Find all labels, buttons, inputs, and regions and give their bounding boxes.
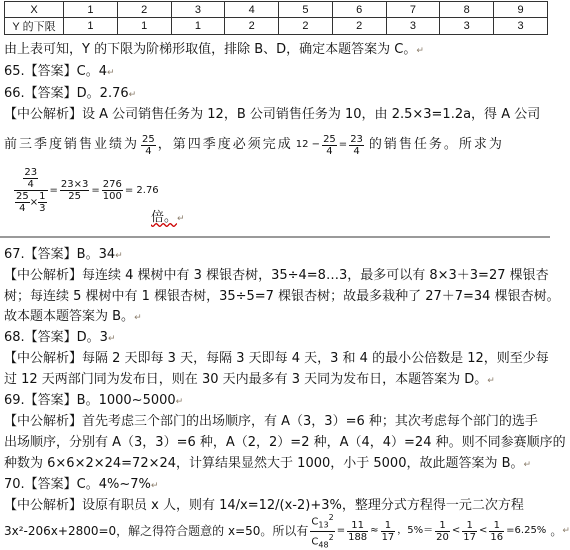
fraction-den: 20 (436, 531, 449, 543)
line-text: 【中公解析】每连续 4 棵树中有 3 棵银杏树，35÷4=8…3，最多可以有 8×3＋3=27 棵银杏 (4, 268, 549, 283)
section-divider (0, 236, 550, 238)
table-cell: 2 (225, 18, 279, 35)
superscript: 2 (328, 532, 334, 542)
fraction (23, 167, 38, 190)
line-text: 【中公解析】设 A 公司销售任务为 12，B 公司销售任务为 10，由 2.5×3=1.2a，得 A 公司 (4, 107, 541, 122)
line-text: 69.【答案】B。1000~5000 (4, 393, 176, 408)
fraction (381, 520, 396, 543)
table-cell: 8 (440, 2, 494, 18)
table-cell: 1 (64, 2, 118, 18)
table-cell: 2 (279, 18, 333, 35)
fraction (38, 191, 46, 214)
answer-65 (4, 64, 115, 81)
subscript: 13 (318, 520, 329, 530)
table-cell: 6 (332, 2, 386, 18)
line-text: 【中公解析】设原有职员 x 人，则有 14/x=12/(x-2)+3%，整理分式方程得一元二次方程 (4, 498, 524, 513)
table-cell: 7 (386, 2, 440, 18)
fraction-den: 4 (145, 145, 152, 157)
analysis-67-line1 (4, 268, 549, 284)
formula-text: =6.25% (506, 525, 547, 536)
table-cell: 4 (225, 2, 279, 18)
table-cell: 1 (171, 18, 225, 35)
formula-text: C (311, 535, 319, 547)
table-cell: 3 (171, 2, 225, 18)
formula-text: < (479, 525, 488, 536)
table-cell: 5 (279, 2, 333, 18)
formula-text: × (29, 197, 39, 208)
text-line (4, 42, 424, 59)
fraction (347, 520, 368, 543)
fraction-num: 11 (347, 520, 368, 532)
line-text: 种数为 6×6×2×24=72×24，计算结果显然大于 1000，小于 5000，故此题答案为 B。 (4, 456, 524, 471)
line-text: 出场顺序，分别有 A（3，3）=6 种，A（2，2）=2 种，A（4，4）=24 种。则不同参赛顺序的 (4, 435, 566, 450)
formula-text: = (91, 185, 100, 196)
analysis-67-line2 (4, 289, 560, 305)
table-cell: 2 (332, 18, 386, 35)
formula-remaining (296, 134, 366, 157)
table-head-x: X (5, 2, 64, 18)
line-text: 故本题本题答案为 B。 (4, 309, 135, 324)
formula-text: = (49, 185, 58, 196)
fraction-den: 3 (39, 203, 46, 214)
paragraph-mark-icon: ↵ (115, 251, 123, 261)
paragraph-mark-icon: ↵ (134, 313, 142, 323)
analysis-70-line2 (4, 513, 570, 549)
fraction-den: 4 (353, 145, 360, 157)
paragraph-mark-icon: ↵ (107, 68, 115, 78)
paragraph-mark-icon: ↵ (128, 90, 137, 100)
fraction-den: 4 (326, 145, 333, 157)
line-text: 的销售任务。所求为 (368, 137, 504, 152)
formula-text: = 2.76 (124, 185, 159, 196)
subscript: 48 (318, 539, 329, 549)
line-text: 67.【答案】B。34 (4, 247, 116, 262)
xy-table (4, 1, 548, 35)
analysis-70-line1 (4, 498, 524, 514)
fraction (15, 191, 30, 214)
superscript: 2 (328, 513, 334, 523)
analysis-69-line3 (4, 456, 531, 473)
fraction (349, 134, 364, 157)
paragraph-mark-icon: ↵ (487, 376, 495, 386)
fraction-den (310, 532, 334, 550)
answer-69 (4, 393, 183, 410)
fraction (462, 520, 477, 543)
answer-66 (4, 86, 136, 103)
fraction-num: 23 (24, 167, 38, 178)
fraction-num: 1 (462, 520, 477, 532)
line-text: 倍。 (151, 210, 178, 225)
fraction-num: 25 (323, 133, 336, 145)
text-line (151, 210, 185, 227)
formula-text: = (336, 525, 346, 536)
compound-fraction-formula (14, 167, 159, 214)
table-cell: 1 (64, 18, 118, 35)
fraction (60, 179, 89, 202)
fraction (489, 520, 504, 543)
compound-numerator (14, 167, 48, 191)
analysis-66-line2 (4, 128, 504, 162)
fraction-den: 188 (348, 531, 368, 543)
analysis-68-line1 (4, 351, 549, 367)
fraction-num: 1 (39, 191, 46, 202)
paragraph-mark-icon: ↵ (177, 214, 185, 224)
table-cell: 9 (494, 2, 548, 18)
fraction (141, 134, 156, 157)
line-text: 过 12 天两部门同为发布日，则在 30 天内最多有 3 天同为发布日，本题答案为 D。 (4, 372, 488, 387)
fraction-num: 276 (102, 179, 122, 190)
line-text: 65.【答案】C。4 (4, 64, 108, 79)
fraction-num: 1 (381, 520, 396, 532)
fraction-num: 23 (350, 133, 363, 145)
table-cell: 3 (386, 18, 440, 35)
fraction-den: 17 (463, 531, 477, 543)
fraction-num (310, 512, 334, 531)
fraction-den: 4 (27, 179, 34, 190)
analysis-66-line1 (4, 107, 540, 123)
fraction-num: 23×3 (60, 179, 89, 190)
table-row (5, 18, 548, 35)
paragraph-mark-icon: ↵ (416, 46, 424, 56)
line-text: 3x²-206x+2800=0，解之得符合题意的 x=50。所以有 (4, 524, 309, 538)
fraction-den: 100 (102, 191, 122, 202)
table-cell: 1 (117, 18, 171, 35)
table-head-y: Y 的下限 (5, 18, 64, 35)
line-text: 66.【答案】D。2.76 (4, 86, 129, 101)
analysis-68-line2 (4, 372, 495, 389)
formula-text: < (451, 525, 461, 536)
fraction (102, 179, 123, 202)
fraction-den: 17 (381, 531, 395, 543)
line-text: 【中公解析】每隔 2 天即每 3 天，每隔 3 天即每 4 天，3 和 4 的最小公倍数是 12，则至少每 (4, 351, 549, 366)
answer-70 (4, 477, 158, 494)
compound-denominator (14, 191, 48, 214)
line-text: 【中公解析】首先考虑三个部门的出场顺序，有 A（3，3）=6 种；其次考虑每个部门的选手 (4, 414, 538, 429)
line-text: 68.【答案】D。3 (4, 330, 108, 345)
fraction (435, 520, 450, 543)
table-row (5, 2, 548, 18)
fraction (322, 134, 337, 157)
table-cell: 3 (440, 18, 494, 35)
fraction-den: 4 (19, 203, 26, 214)
paragraph-mark-icon: ↵ (523, 460, 532, 470)
formula-text: = (338, 139, 348, 150)
paragraph-mark-icon: ↵ (175, 397, 184, 407)
paragraph-mark-icon: ↵ (562, 526, 570, 536)
analysis-69-line2 (4, 435, 566, 451)
line-text: 树；每连续 5 棵树中有 1 棵银杏树，35÷5=7 棵银杏树；故最多栽种了 27＋7=34 棵银杏树。 (4, 289, 560, 304)
combination-fraction (310, 512, 334, 550)
table-cell: 2 (117, 2, 171, 18)
table-cell: 3 (494, 18, 548, 35)
fraction-num: 1 (489, 520, 504, 532)
fraction-num: 25 (142, 133, 155, 145)
paragraph-mark-icon: ↵ (150, 481, 159, 491)
compound-fraction (14, 167, 48, 214)
analysis-67-line3 (4, 309, 142, 326)
line-text: ，第四季度必须完成 (157, 137, 293, 152)
analysis-69-line1 (4, 414, 538, 430)
line-text: 。 (550, 524, 563, 538)
line-text: ，5%＝ (397, 525, 434, 536)
formula-text: ≈ (370, 525, 379, 536)
formula-text: C (311, 516, 319, 528)
fraction-num: 25 (16, 191, 29, 202)
line-text: 前三季度销售业绩为 (4, 137, 140, 152)
paragraph-mark-icon: ↵ (107, 334, 116, 344)
line-text: 由上表可知，Y 的下限为阶梯形取值，排除 B、D，确定本题答案为 C。 (4, 42, 417, 57)
fraction-num: 1 (435, 520, 450, 532)
line-text: 70.【答案】C。4%~7% (4, 477, 151, 492)
answer-68 (4, 330, 116, 347)
fraction-den: 16 (490, 531, 504, 543)
formula-text: 12 − (295, 139, 321, 150)
fraction-den: 25 (68, 191, 81, 202)
answer-67 (4, 247, 123, 264)
